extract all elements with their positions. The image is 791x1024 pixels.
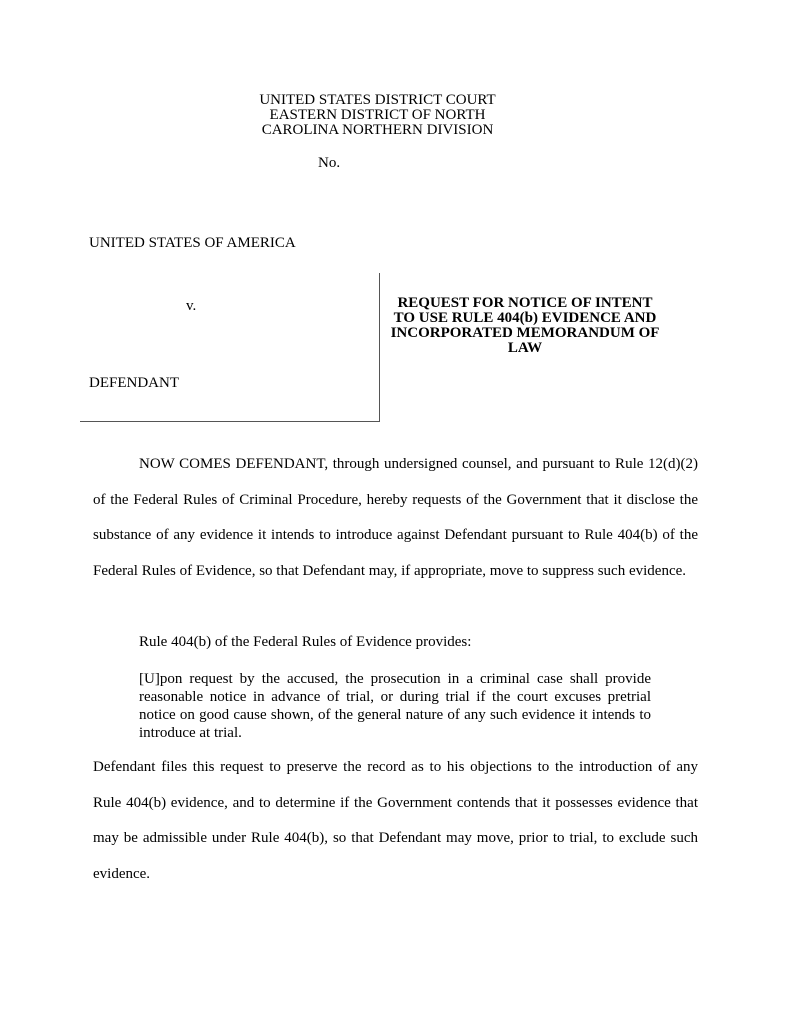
body-paragraph-intro: NOW COMES DEFENDANT, through undersigned counsel, and pursuant to Rule 12(d)(2) of the Federal Rules of Criminal Procedure, hereby requests of the Government that it disclose the substance of any evidence it intends to introduce against Defendant pursuant to Rule 404(b) of the Federal Rules of Evidence, so that Defendant may, if appropriate, move to suppress such evidence. bbox=[93, 456, 698, 580]
defendant-name: DEFENDANT bbox=[89, 375, 179, 391]
plaintiff-name: UNITED STATES OF AMERICA bbox=[89, 235, 296, 251]
court-district-line: EASTERN DISTRICT OF NORTH bbox=[269, 107, 486, 123]
body-paragraph-request: Defendant files this request to preserve the record as to his objections to the introduction of any Rule 404(b) evidence, and to determine if the Government contends that it possesses evidence that may be admissible under Rule 404(b), so that Defendant may move, prior to trial, to exclude such evidence. bbox=[93, 759, 698, 883]
court-name-line: UNITED STATES DISTRICT COURT bbox=[259, 92, 496, 108]
title-line: LAW bbox=[507, 340, 543, 356]
document-title bbox=[380, 296, 670, 356]
rule-block-quote: [U]pon request by the accused, the prosecution in a criminal case shall provide reasonable notice in advance of trial, or during trial if the court excuses pretrial notice on good cause shown, of the general nature of any such evidence it intends to introduce at trial. bbox=[139, 671, 651, 741]
title-line: INCORPORATED MEMORANDUM OF bbox=[390, 325, 660, 341]
title-line: REQUEST FOR NOTICE OF INTENT bbox=[397, 295, 653, 311]
title-line: TO USE RULE 404(b) EVIDENCE AND bbox=[393, 310, 657, 326]
case-caption-box bbox=[80, 273, 380, 422]
court-header bbox=[200, 93, 555, 138]
versus-label: v. bbox=[186, 298, 197, 314]
case-number-label: No. bbox=[318, 155, 341, 171]
body-paragraph-rule-reference: Rule 404(b) of the Federal Rules of Evidence provides: bbox=[139, 634, 472, 650]
court-division-line: CAROLINA NORTHERN DIVISION bbox=[261, 122, 494, 138]
